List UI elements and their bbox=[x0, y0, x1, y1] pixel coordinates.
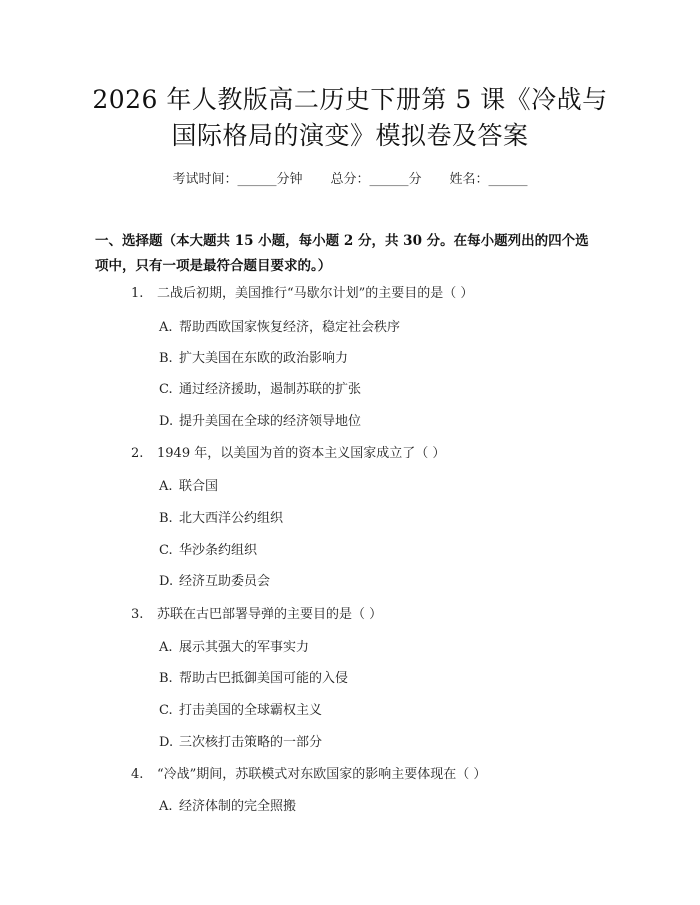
option-text: 通过经济援助，遏制苏联的扩张 bbox=[179, 382, 362, 397]
option-2a bbox=[159, 475, 218, 494]
option-letter: D. bbox=[159, 574, 174, 589]
question-stem: 苏联在古巴部署导弹的主要目的是（ ） bbox=[157, 607, 383, 622]
question-1 bbox=[131, 282, 473, 301]
option-text: 打击美国的全球霸权主义 bbox=[179, 703, 323, 718]
option-3b bbox=[159, 667, 348, 686]
option-1c bbox=[159, 378, 361, 397]
option-letter: C. bbox=[159, 382, 173, 397]
option-2b bbox=[159, 507, 283, 526]
option-3d bbox=[159, 731, 322, 750]
option-text: 提升美国在全球的经济领导地位 bbox=[179, 414, 362, 429]
option-letter: B. bbox=[159, 671, 173, 686]
option-1b bbox=[159, 347, 348, 366]
option-letter: B. bbox=[159, 511, 173, 526]
option-text: 华沙条约组织 bbox=[179, 543, 258, 558]
question-2 bbox=[131, 442, 445, 461]
question-stem: 二战后初期，美国推行“马歇尔计划”的主要目的是（ ） bbox=[157, 286, 474, 301]
option-1d bbox=[159, 410, 361, 429]
question-number: 1. bbox=[131, 286, 144, 301]
option-text: 帮助古巴抵御美国可能的入侵 bbox=[179, 671, 349, 686]
option-letter: C. bbox=[159, 703, 173, 718]
option-text: 经济体制的完全照搬 bbox=[179, 799, 297, 814]
option-text: 北大西洋公约组织 bbox=[179, 511, 284, 526]
option-letter: C. bbox=[159, 543, 173, 558]
option-letter: D. bbox=[159, 414, 174, 429]
option-1a bbox=[159, 316, 400, 335]
option-text: 帮助西欧国家恢复经济，稳定社会秩序 bbox=[179, 320, 401, 335]
section-title-line-2: 项中，只有一项是最符合题目要求的。） bbox=[95, 258, 332, 274]
option-letter: A. bbox=[159, 799, 173, 814]
exam-name: 姓名：______ bbox=[449, 172, 528, 187]
question-4 bbox=[131, 763, 486, 782]
option-4a bbox=[159, 795, 296, 814]
option-text: 展示其强大的军事实力 bbox=[179, 640, 310, 655]
option-letter: A. bbox=[159, 320, 173, 335]
document-title-line-1: 2026 年人教版高二历史下册第 5 课《冷战与 bbox=[92, 85, 608, 114]
option-text: 扩大美国在东欧的政治影响力 bbox=[179, 351, 349, 366]
option-3a bbox=[159, 636, 309, 655]
option-text: 经济互助委员会 bbox=[179, 574, 271, 589]
option-letter: A. bbox=[159, 479, 173, 494]
option-2c bbox=[159, 539, 257, 558]
option-letter: D. bbox=[159, 735, 174, 750]
option-letter: A. bbox=[159, 640, 173, 655]
question-3 bbox=[131, 603, 382, 622]
question-stem: “冷战”期间，苏联模式对东欧国家的影响主要体现在（ ） bbox=[157, 767, 487, 782]
document-title-line-2: 国际格局的演变》模拟卷及答案 bbox=[171, 121, 529, 150]
section-title-line-1: 一、选择题（本大题共 15 小题，每小题 2 分，共 30 分。在每小题列出的四个选 bbox=[95, 233, 589, 249]
option-2d bbox=[159, 570, 270, 589]
option-text: 联合国 bbox=[179, 479, 219, 494]
option-3c bbox=[159, 699, 322, 718]
question-number: 4. bbox=[131, 767, 144, 782]
question-number: 3. bbox=[131, 607, 144, 622]
question-number: 2. bbox=[131, 446, 144, 461]
exam-time: 考试时间：______分钟 bbox=[172, 172, 303, 187]
exam-info bbox=[0, 168, 700, 187]
question-stem: 1949 年，以美国为首的资本主义国家成立了（ ） bbox=[157, 446, 446, 461]
option-letter: B. bbox=[159, 351, 173, 366]
exam-score: 总分：______分 bbox=[330, 172, 422, 187]
option-text: 三次核打击策略的一部分 bbox=[179, 735, 323, 750]
